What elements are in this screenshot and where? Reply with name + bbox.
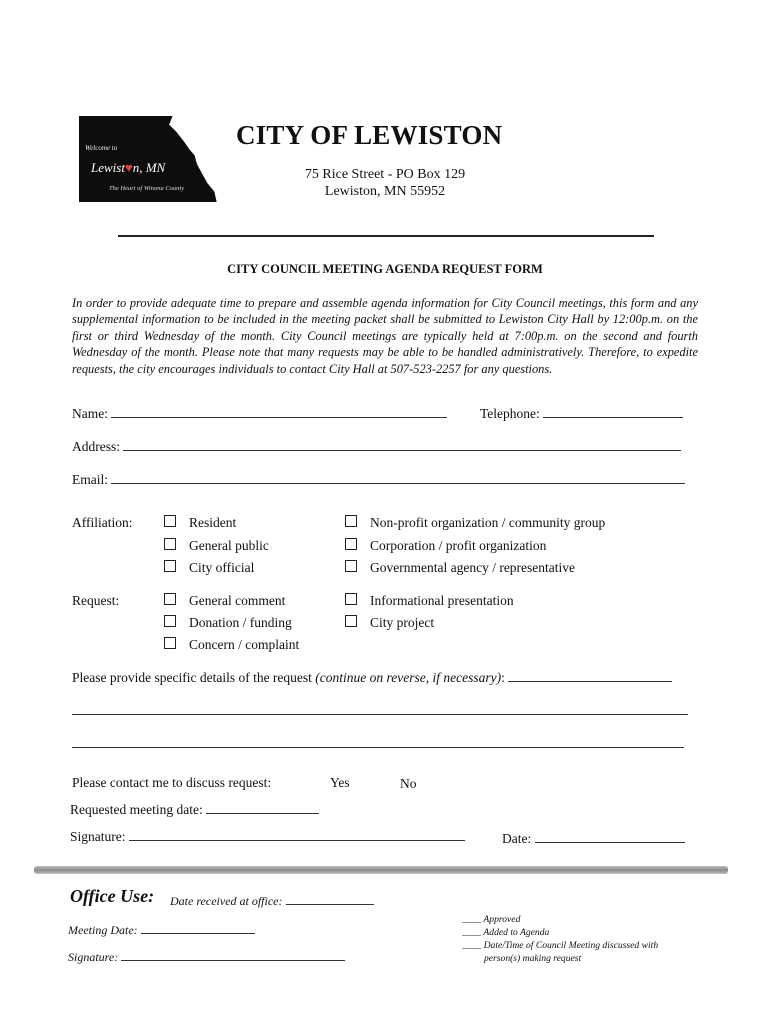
details-colon: : bbox=[501, 670, 505, 685]
office-signature-label: Signature: bbox=[68, 950, 119, 964]
affiliation-label: Affiliation: bbox=[72, 515, 133, 530]
email-label: Email: bbox=[72, 472, 108, 487]
checklist-datetime-label: Date/Time of Council Meeting discussed with bbox=[483, 940, 659, 951]
checklist-added-blank[interactable]: ____ bbox=[462, 927, 482, 938]
date-field[interactable] bbox=[535, 831, 685, 843]
logo-welcome-text: Welcome to bbox=[85, 144, 118, 152]
request-concern-checkbox[interactable] bbox=[164, 637, 176, 649]
checklist-datetime-blank[interactable]: ____ bbox=[462, 940, 482, 951]
address-line-1: 75 Rice Street - PO Box 129 bbox=[304, 167, 466, 182]
checklist-added-to-agenda bbox=[462, 927, 549, 938]
checklist-datetime-continued: person(s) making request bbox=[484, 953, 582, 964]
request-informational-label: Informational presentation bbox=[370, 593, 514, 608]
checklist-approved-blank[interactable]: ____ bbox=[462, 914, 482, 925]
date-received-row bbox=[170, 893, 374, 909]
email-field[interactable] bbox=[111, 472, 685, 484]
checklist-added-label: Added to Agenda bbox=[483, 927, 550, 938]
details-field[interactable] bbox=[508, 670, 672, 682]
telephone-row bbox=[480, 406, 683, 422]
meeting-date-row bbox=[70, 802, 319, 818]
name-label: Name: bbox=[72, 406, 108, 421]
office-meeting-date-label: Meeting Date: bbox=[68, 923, 138, 937]
request-concern-label: Concern / complaint bbox=[189, 637, 300, 652]
request-general-comment-checkbox[interactable] bbox=[164, 593, 176, 605]
details-label: Please provide specific details of the request bbox=[72, 670, 312, 685]
city-logo bbox=[79, 116, 219, 202]
heart-icon: ♥ bbox=[124, 160, 133, 175]
office-use-title: Office Use: bbox=[70, 886, 155, 906]
date-row bbox=[502, 831, 685, 847]
affiliation-corporation-label: Corporation / profit organization bbox=[370, 538, 547, 553]
request-informational-checkbox[interactable] bbox=[345, 593, 357, 605]
office-signature-field[interactable] bbox=[121, 949, 345, 961]
affiliation-resident-label: Resident bbox=[189, 515, 237, 530]
signature-label: Signature: bbox=[70, 829, 126, 844]
telephone-field[interactable] bbox=[543, 406, 683, 418]
request-donation-label: Donation / funding bbox=[189, 615, 292, 630]
request-city-project-label: City project bbox=[370, 615, 435, 630]
contact-yes-option[interactable]: Yes bbox=[330, 775, 350, 790]
contact-label: Please contact me to discuss request: bbox=[72, 775, 272, 790]
request-city-project-checkbox[interactable] bbox=[345, 615, 357, 627]
signature-row bbox=[70, 829, 465, 845]
affiliation-corporation-checkbox[interactable] bbox=[345, 538, 357, 550]
office-use-divider bbox=[34, 866, 728, 874]
date-label: Date: bbox=[502, 831, 532, 846]
logo-city-suffix: n, MN bbox=[132, 160, 166, 175]
email-row bbox=[72, 472, 685, 488]
details-hint: (continue on reverse, if necessary) bbox=[315, 670, 502, 685]
form-title: CITY COUNCIL MEETING AGENDA REQUEST FORM bbox=[227, 262, 543, 276]
name-field[interactable] bbox=[111, 406, 447, 418]
affiliation-governmental-label: Governmental agency / representative bbox=[370, 560, 576, 575]
checklist-approved bbox=[462, 914, 520, 925]
date-received-label: Date received at office: bbox=[170, 894, 283, 908]
request-label: Request: bbox=[72, 593, 120, 608]
name-row bbox=[72, 406, 447, 422]
affiliation-governmental-checkbox[interactable] bbox=[345, 560, 357, 572]
logo-city-text bbox=[91, 160, 165, 176]
page-title: CITY OF LEWISTON bbox=[236, 120, 503, 150]
checklist-approved-label: Approved bbox=[483, 914, 521, 925]
details-line-2[interactable] bbox=[72, 714, 688, 715]
logo-tagline: The Heart of Winona County bbox=[109, 185, 185, 192]
details-row bbox=[72, 670, 672, 686]
date-received-field[interactable] bbox=[286, 893, 374, 905]
logo-city-prefix: Lewist bbox=[91, 160, 125, 175]
details-line-3[interactable] bbox=[72, 747, 684, 748]
affiliation-nonprofit-label: Non-profit organization / community group bbox=[370, 515, 606, 530]
address-row bbox=[72, 439, 681, 455]
meeting-date-label: Requested meeting date: bbox=[70, 802, 203, 817]
signature-field[interactable] bbox=[129, 829, 465, 841]
address-label: Address: bbox=[72, 439, 120, 454]
affiliation-city-official-checkbox[interactable] bbox=[164, 560, 176, 572]
meeting-date-field[interactable] bbox=[206, 802, 319, 814]
affiliation-general-public-label: General public bbox=[189, 538, 269, 553]
form-intro: In order to provide adequate time to prepare and assemble agenda information for City Council meetings, this form and any supplemental information to be included in the meeting packet shall be submitted to Lewiston City Hall by 12:00p.m. on the first or third Wednesday of the month. City Council meetings are typically held at 7:00p.m. on the second and fourth Wednesday of the month. Please note that many requests may be able to be handled administratively. Therefore, to expedite requests, the city encourages individuals to contact City Hall at 507-523-2257 for any questions. bbox=[72, 296, 698, 376]
telephone-label: Telephone: bbox=[480, 406, 540, 421]
affiliation-resident-checkbox[interactable] bbox=[164, 515, 176, 527]
request-general-comment-label: General comment bbox=[189, 593, 286, 608]
address-line-2: Lewiston, MN 55952 bbox=[324, 184, 446, 199]
office-meeting-date-field[interactable] bbox=[141, 922, 255, 934]
request-donation-checkbox[interactable] bbox=[164, 615, 176, 627]
affiliation-nonprofit-checkbox[interactable] bbox=[345, 515, 357, 527]
affiliation-general-public-checkbox[interactable] bbox=[164, 538, 176, 550]
office-meeting-date-row bbox=[68, 922, 255, 938]
office-signature-row bbox=[68, 949, 345, 965]
checklist-datetime-discussed bbox=[462, 940, 658, 951]
address-field[interactable] bbox=[123, 439, 681, 451]
affiliation-city-official-label: City official bbox=[189, 560, 255, 575]
contact-no-option[interactable]: No bbox=[400, 776, 417, 791]
header-divider bbox=[118, 235, 654, 237]
